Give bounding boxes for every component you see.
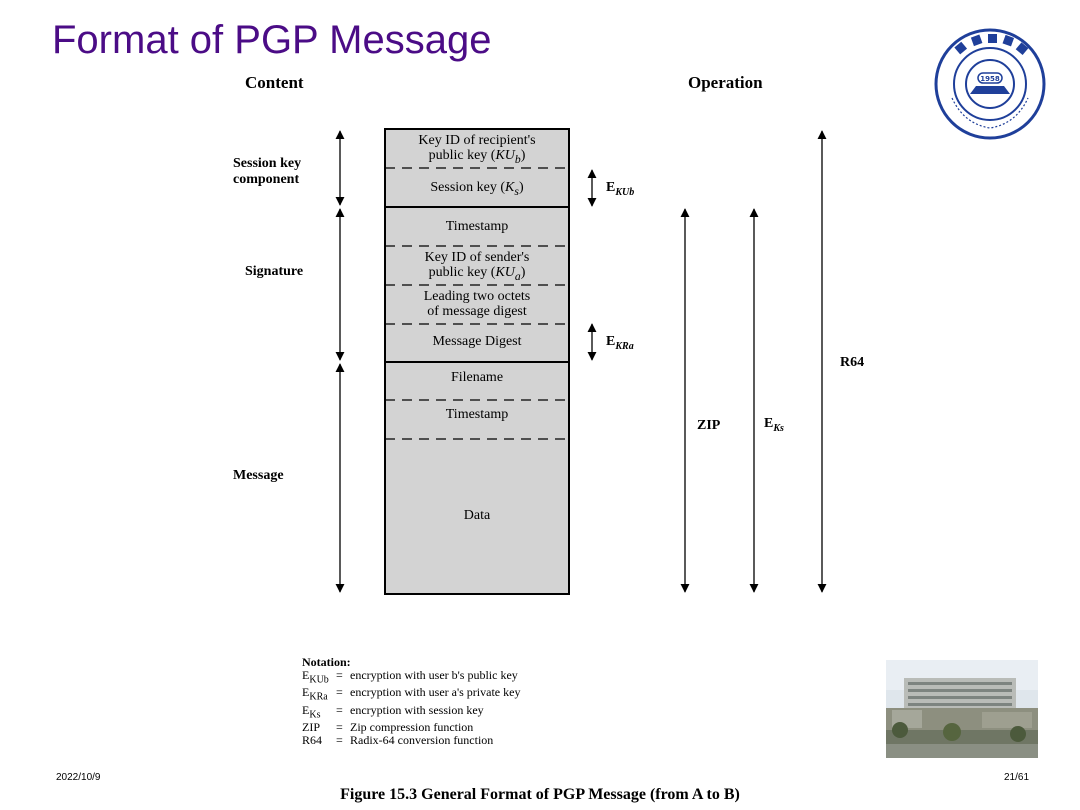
notation-item: $E_{KRa}$ = encryption with user a's private key (302, 685, 521, 703)
notation-item: $E_{KUb}$ = encryption with user b's public key (302, 668, 518, 686)
session-key-component-label: Session key component (233, 156, 302, 187)
cell-key-id-recipient: Key ID of recipient's public key $(KU_b)$ (418, 133, 536, 166)
op-e-ks-label: $E_{Ks}$ (764, 416, 784, 434)
cell-leading-octets: Leading two octets of message digest (423, 289, 531, 319)
cell-data: Data (463, 508, 491, 523)
figure-caption: Figure 15.3 General Format of PGP Message (from A to B) (340, 786, 740, 803)
content-header: Content (245, 73, 304, 92)
campus-building-photo-icon (886, 660, 1038, 758)
cell-key-id-sender: Key ID of sender's public key $(KU_a)$ (424, 250, 530, 283)
page-number: 21/61 (1004, 772, 1030, 783)
cell-filename: Filename (450, 370, 504, 385)
notation-heading: Notation: (302, 655, 351, 669)
cell-sig-timestamp: Timestamp (445, 219, 509, 234)
notation-item: $E_{Ks}$ = encryption with session key (302, 702, 484, 721)
notation-item: ZIP = Zip compression function (302, 720, 474, 735)
op-r64-label: R64 (840, 355, 865, 370)
op-e-kub-label: $E_{KUb}$ (606, 180, 635, 198)
operation-header: Operation (688, 73, 763, 92)
cell-msg-timestamp: Timestamp (445, 407, 509, 422)
page-title: Format of PGP Message (52, 18, 492, 62)
cell-session-key: Session key $(K_s)$ (430, 180, 524, 198)
signature-label: Signature (245, 264, 304, 279)
notation-item: R64 = Radix-64 conversion function (302, 733, 494, 748)
op-e-kra-label: $E_{KRa}$ (606, 334, 634, 352)
cell-message-digest: Message Digest (432, 334, 522, 349)
notation-legend (302, 656, 520, 747)
op-zip-label: ZIP (697, 418, 721, 433)
logo-year: 1958 (980, 75, 1000, 83)
slide-date: 2022/10/9 (56, 772, 101, 783)
message-label: Message (233, 468, 284, 483)
